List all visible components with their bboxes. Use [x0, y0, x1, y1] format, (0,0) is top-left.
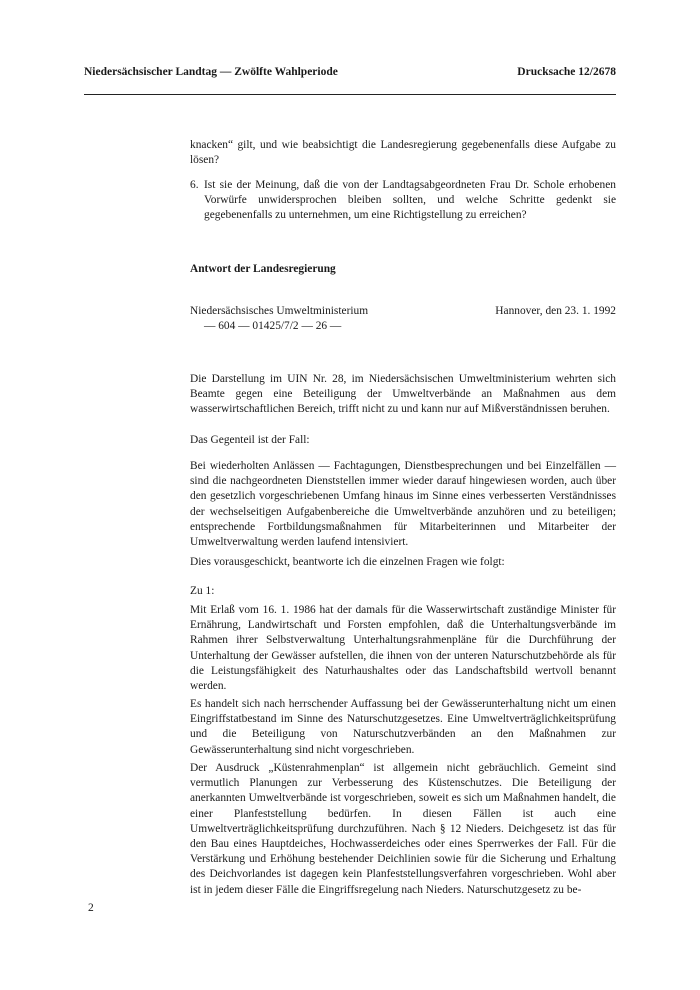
answer-label-1 [190, 584, 616, 599]
continuation-text: knacken“ gilt, und wie beabsichtigt die Landesregierung gegebenenfalls diese Aufgabe zu lösen? [190, 139, 616, 167]
ministry-block [190, 304, 616, 334]
paragraph-5 [190, 603, 616, 694]
dateline: Hannover, den 23. 1. 1992 [495, 305, 616, 317]
paragraph-text: Dies vorausgeschickt, beantworte ich die einzelnen Fragen wie folgt: [190, 556, 505, 568]
answer-heading: Antwort der Landesregierung [190, 263, 336, 275]
page-header [84, 66, 616, 86]
header-rule [84, 94, 616, 95]
question-continuation [190, 138, 616, 168]
paragraph-4 [190, 555, 616, 570]
paragraph-text: Der Ausdruck „Küstenrahmenplan“ ist allgemein nicht gebräuchlich. Gemeint sind vermutlich Planungen zur Verbesserung des Küstenschutzes. Die Beteiligung der anerkannten Umweltverbände ist vorgeschrieben, soweit es sich um Maßnahmen handelt, die einer Planfeststellung bedürfen. In diesen Fällen ist auch eine Umweltverträglichkeitsprüfung durchzuführen. Nach § 12 Nieders. Deichgesetz ist das für den Bau eines Hauptdeiches, Hochwasserdeiches oder eines Sperrwerkes der Fall. Für die Verstärkung und Erhöhung bestehender Deichlinien sowie für die Sicherung und Erhaltung des Deichvorlandes ist dagegen kein Planfeststellungsverfahren vorgeschrieben. Wohl aber ist in jedem dieser Fälle die Eingriffsregelung nach Nieders. Naturschutzgesetz zu be- [190, 762, 616, 896]
paragraph-1 [190, 372, 616, 418]
reference-number: — 604 — 01425/7/2 — 26 — [204, 320, 342, 332]
paragraph-6 [190, 697, 616, 758]
paragraph-text: Das Gegenteil ist der Fall: [190, 434, 310, 446]
paragraph-7 [190, 761, 616, 898]
ministry-name: Niedersächsisches Umweltministerium [190, 305, 369, 317]
question-text: Ist sie der Meinung, daß die von der Landtagsabgeordneten Frau Dr. Schole erhobenen Vorwürfe unwidersprochen bleiben sollten, und welche Schritte gedenkt sie gegebenenfalls zu unternehmen, um eine Richtigstellung zu erreichen? [204, 179, 616, 222]
paragraph-text: Es handelt sich nach herrschender Auffassung bei der Gewässerunterhaltung nicht um einen Eingriffstatbestand im Sinne des Naturschutzgesetzes. Eine Umweltverträglichkeitsprüfung und die Beteiligung von Naturschutzverbänden an den Maßnahmen zur Gewässerunterhaltung sind nicht vorgeschrieben. [190, 698, 616, 756]
page-number: 2 [88, 902, 94, 914]
paragraph-3 [190, 459, 616, 550]
document-number: Drucksache 12/2678 [517, 66, 616, 78]
paragraph-text: Mit Erlaß vom 16. 1. 1986 hat der damals für die Wasserwirtschaft zuständige Minister für Ernährung, Landwirtschaft und Forsten empfohlen, daß die Unterhaltungsverbände im Rahmen ihrer Selbstverwaltung Unterhaltungsrahmenpläne für die Durchführung der Unterhaltung der Gewässer aufstellen, die ihnen von der unteren Naturschutzbehörde als für die Leistungsfähigkeit des Naturhaushaltes oder das Landschaftsbild wertvoll benannt werden. [190, 604, 616, 693]
header-title: Niedersächsischer Landtag — Zwölfte Wahlperiode [84, 66, 338, 78]
paragraph-2 [190, 433, 616, 448]
paragraph-text: Die Darstellung im UIN Nr. 28, im Niedersächsischen Umweltministerium wehrten sich Beamte gegen eine Beteiligung der Umweltverbände an Maßnahmen aus dem wasserwirtschaftlichen Bereich, trifft nicht zu und kann nur auf Mißverständnissen beruhen. [190, 373, 616, 416]
question-number: 6. [190, 179, 199, 191]
paragraph-text: Bei wiederholten Anlässen — Fachtagungen, Dienstbesprechungen und bei Einzelfällen — sind die nachgeordneten Dienststellen immer wieder darauf hingewiesen worden, auch über den gesetzlich vorgeschriebenen Umfang hinaus im Sinne eines verbesserten Verständnisses der wechselseitigen Aufgabenbereiche die Umweltverbände anzuhören und zu beteiligen; entsprechende Fortbildungsmaßnahmen für Mitarbeiterinnen und Mitarbeiter der Umweltverwaltung werden laufend intensiviert. [190, 460, 616, 549]
answer-label: Zu 1: [190, 585, 215, 597]
